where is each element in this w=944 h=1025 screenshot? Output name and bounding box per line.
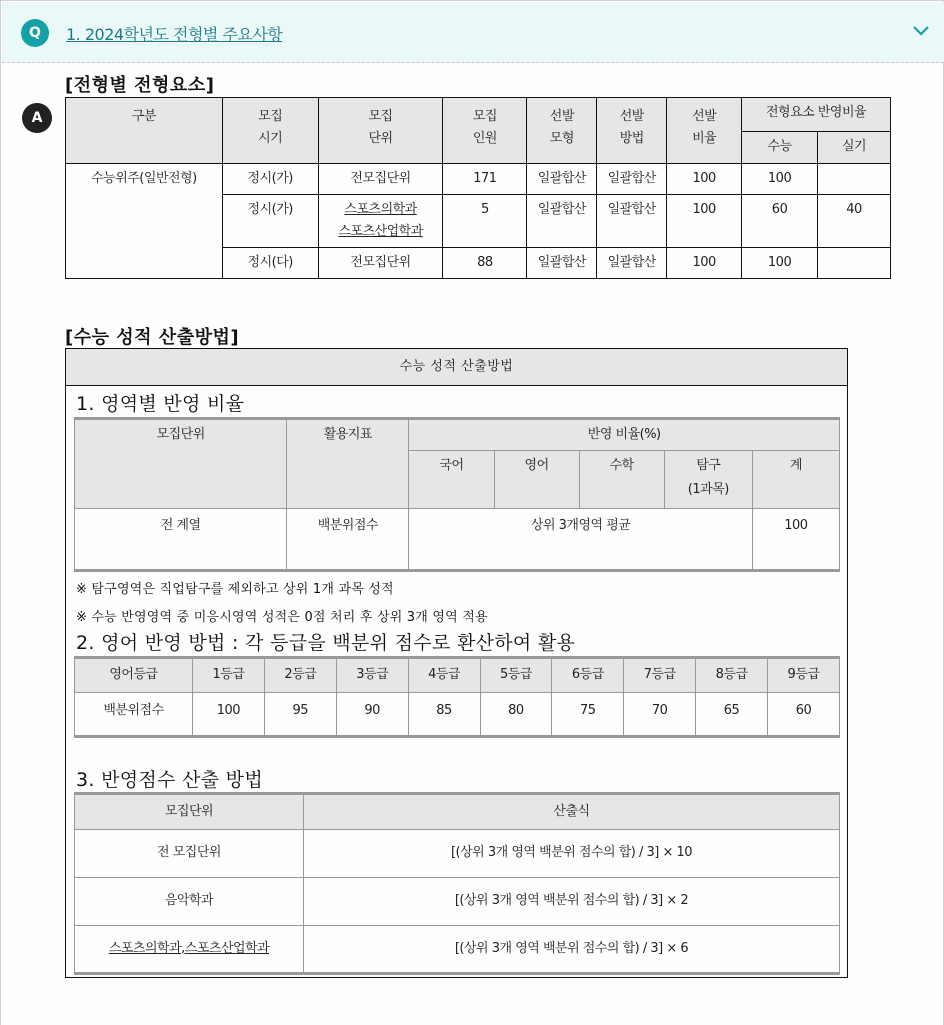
table-row [75,509,840,571]
header-model: 선발 모형 [527,98,597,164]
area-ratio-table [74,417,840,572]
count-cell: 5 [443,195,527,248]
faq-question-header[interactable] [2,2,944,63]
header-math: 수학 [579,451,664,509]
question-title-link[interactable]: 1. 2024학년도 전형별 주요사항 [66,25,283,44]
table-row [75,926,840,974]
header-total: 계 [752,451,839,509]
csat-cell: 100 [742,164,818,195]
unit-cell: 음악학과 [75,878,304,926]
formula-cell: [(상위 3개 영역 백분위 점수의 합) / 3] × 10 [304,830,840,878]
grade-7: 7등급 [624,658,696,693]
admission-elements-table [65,97,891,279]
method-cell: 일괄합산 [597,248,667,279]
ratio-cell: 100 [667,195,742,248]
method-cell: 일괄합산 [597,164,667,195]
header-english: 영어 [494,451,579,509]
score-cell: 95 [264,693,336,737]
unit-cell: 전 계열 [75,509,287,571]
csat-cell: 60 [742,195,818,248]
question-badge: Q [21,19,49,47]
header-unit: 모집단위 [75,419,287,509]
model-cell: 일괄합산 [527,164,597,195]
chevron-down-icon[interactable] [912,24,930,38]
unit-cell [318,195,443,248]
count-cell: 171 [443,164,527,195]
header-english-grade: 영어등급 [75,658,193,693]
index-cell: 백분위점수 [287,509,409,571]
english-grade-table [74,656,840,738]
grade-8: 8등급 [696,658,768,693]
table-row [75,878,840,926]
ratio-cell: 100 [667,248,742,279]
heading-score-method: 3. 반영점수 산출 방법 [76,769,263,791]
header-category: 구분 [66,98,223,164]
header-period: 모집 시기 [222,98,318,164]
score-cell: 70 [624,693,696,737]
grade-5: 5등급 [480,658,552,693]
unit-cell [75,926,304,974]
table-row [66,164,891,195]
score-cell: 80 [480,693,552,737]
category-cell: 수능위주(일반전형) [66,164,223,279]
header-unit: 모집 단위 [318,98,443,164]
header-method: 선발 방법 [597,98,667,164]
header-ratio: 반영 비율(%) [409,419,840,451]
unit-cell: 전 모집단위 [75,830,304,878]
score-cell: 75 [552,693,624,737]
model-cell: 일괄합산 [527,195,597,248]
csat-cell: 100 [742,248,818,279]
score-cell: 60 [768,693,840,737]
section-title-csat-method: [수능 성적 산출방법] [65,327,240,348]
header-index: 활용지표 [287,419,409,509]
unit-cell: 전모집단위 [318,248,443,279]
score-label: 백분위점수 [75,693,193,737]
ratio-desc-cell: 상위 3개영역 평균 [409,509,752,571]
csat-method-box [65,348,848,978]
header-formula: 산출식 [304,794,840,830]
period-cell: 정시(가) [222,164,318,195]
header-element-ratio: 전형요소 반영비율 [742,98,891,132]
unit-cell: 전모집단위 [318,164,443,195]
header-inquiry: 탐구 (1과목) [664,451,752,509]
unit-link: 스포츠산업학과 [338,224,423,239]
table-row [75,693,840,737]
period-cell: 정시(가) [222,195,318,248]
score-formula-table [74,792,840,975]
formula-cell: [(상위 3개 영역 백분위 점수의 합) / 3] × 2 [304,878,840,926]
score-cell: 85 [408,693,480,737]
answer-badge: A [22,103,52,133]
count-cell: 88 [443,248,527,279]
method-cell: 일괄합산 [597,195,667,248]
score-cell: 100 [193,693,265,737]
heading-area-ratio: 1. 영역별 반영 비율 [76,393,245,415]
section-title-elements: [전형별 전형요소] [65,75,215,96]
box-header: 수능 성적 산출방법 [66,349,847,386]
note-absent: ※ 수능 반영영역 중 미응시영역 성적은 0점 처리 후 상위 3개 영역 적용 [76,610,488,625]
note-inquiry: ※ 탐구영역은 직업탐구를 제외하고 상위 1개 과목 성적 [76,582,394,597]
header-count: 모집 인원 [443,98,527,164]
practical-cell [818,248,891,279]
ratio-cell: 100 [667,164,742,195]
unit-link: 스포츠의학과,스포츠산업학과 [108,941,270,956]
formula-cell: [(상위 3개 영역 백분위 점수의 합) / 3] × 6 [304,926,840,974]
heading-english-method: 2. 영어 반영 방법 : 각 등급을 백분위 점수로 환산하여 활용 [76,632,576,654]
header-practical: 실기 [818,132,891,164]
grade-4: 4등급 [408,658,480,693]
header-unit: 모집단위 [75,794,304,830]
grade-1: 1등급 [193,658,265,693]
grade-2: 2등급 [264,658,336,693]
unit-link: 스포츠의학과 [344,202,417,217]
model-cell: 일괄합산 [527,248,597,279]
total-cell: 100 [752,509,839,571]
table-row [75,830,840,878]
header-korean: 국어 [409,451,494,509]
score-cell: 90 [336,693,408,737]
grade-6: 6등급 [552,658,624,693]
practical-cell: 40 [818,195,891,248]
score-cell: 65 [696,693,768,737]
grade-9: 9등급 [768,658,840,693]
grade-3: 3등급 [336,658,408,693]
period-cell: 정시(다) [222,248,318,279]
header-ratio: 선발 비율 [667,98,742,164]
practical-cell [818,164,891,195]
header-csat: 수능 [742,132,818,164]
